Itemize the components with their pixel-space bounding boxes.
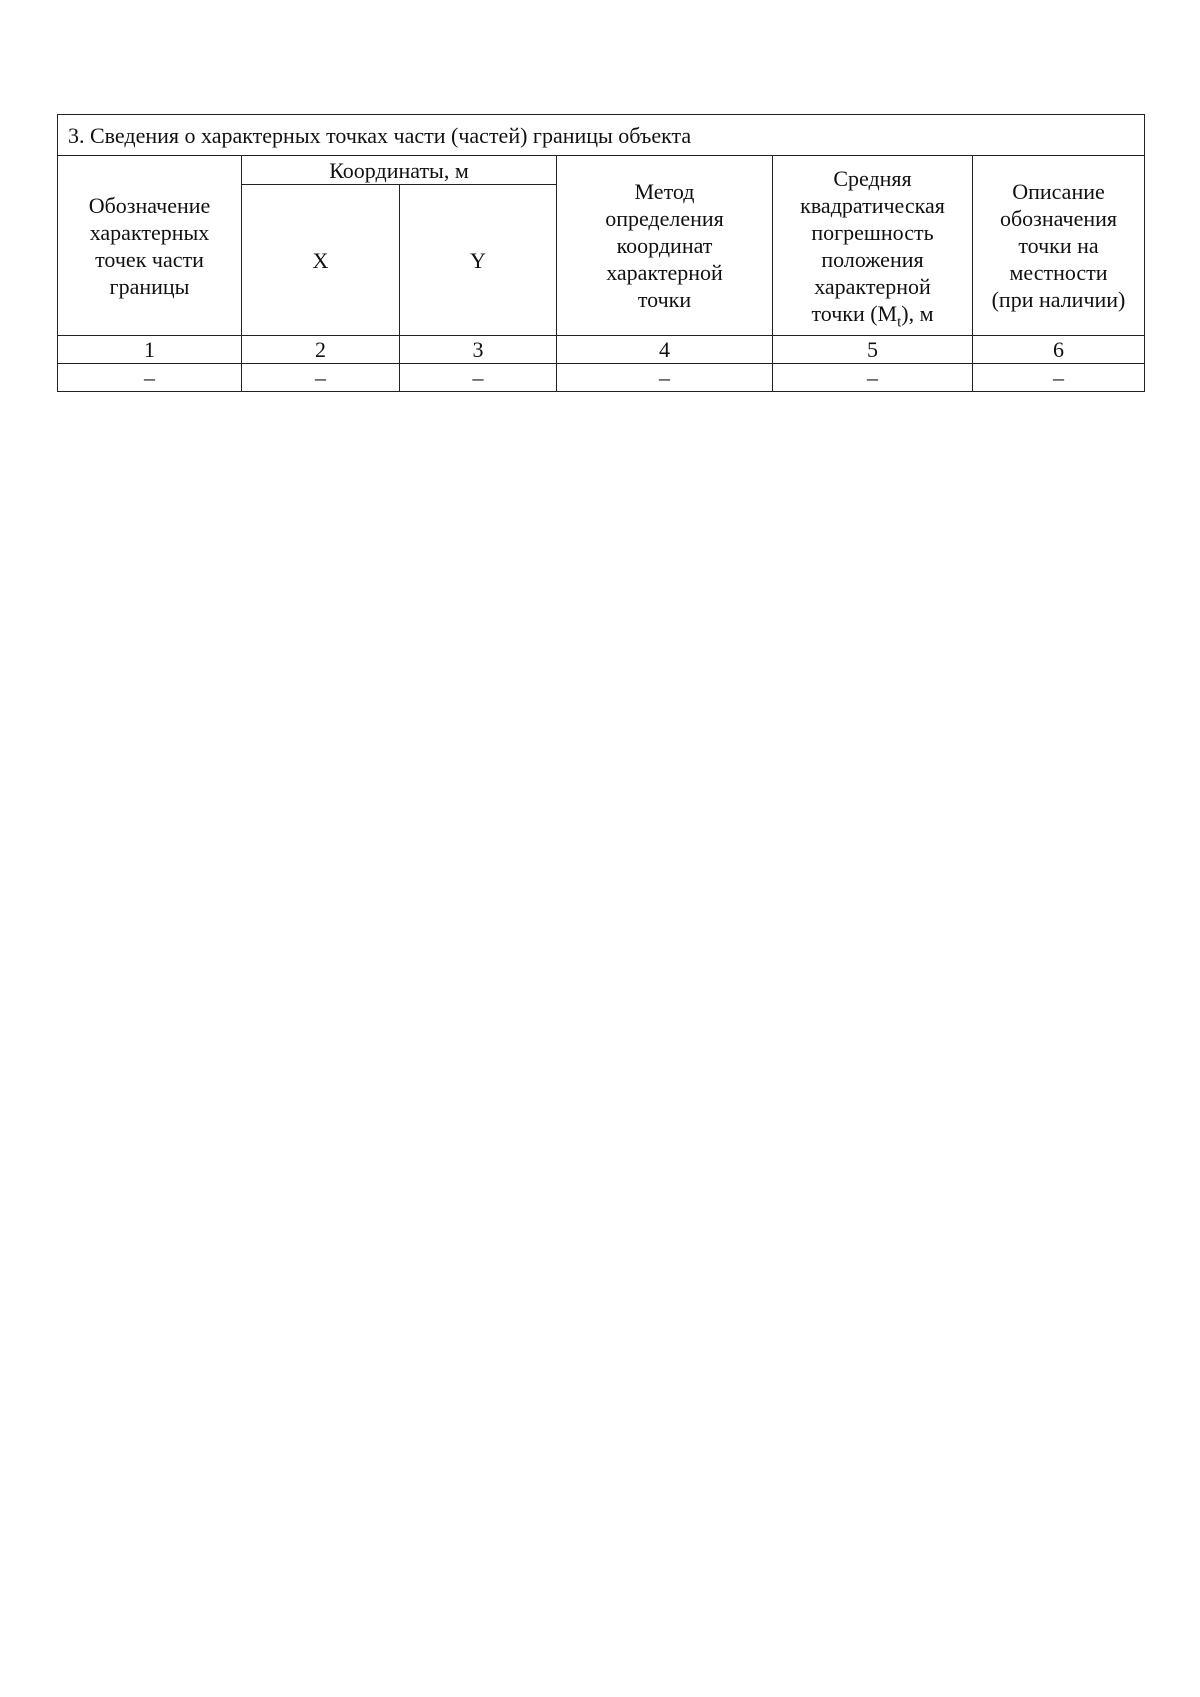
column-number: 1 [58, 336, 242, 364]
column-number: 4 [557, 336, 773, 364]
header-designation: Обозначение характерных точек части границы [58, 156, 242, 336]
header-error-tail: ), м [901, 300, 934, 326]
column-number: 3 [400, 336, 557, 364]
header-error-main: Средняя квадратическая погрешность положения характерной точки (M [800, 165, 945, 326]
column-number: 5 [773, 336, 973, 364]
table-row [58, 364, 1145, 392]
header-coordinates: Координаты, м [242, 156, 557, 185]
table-cell: – [557, 364, 773, 392]
table-cell: – [773, 364, 973, 392]
column-number-row [58, 336, 1145, 364]
boundary-points-table [57, 114, 1145, 392]
table-cell: – [973, 364, 1145, 392]
header-x: X [242, 185, 400, 336]
table-cell: – [58, 364, 242, 392]
header-method: Метод определения координат характерной точки [557, 156, 773, 336]
header-description: Описание обозначения точки на местности (при наличии) [973, 156, 1145, 336]
column-number: 6 [973, 336, 1145, 364]
column-number: 2 [242, 336, 400, 364]
table-cell: – [400, 364, 557, 392]
header-y: Y [400, 185, 557, 336]
header-error-subscript: t [897, 313, 902, 330]
header-error [773, 156, 973, 336]
table-cell: – [242, 364, 400, 392]
section-title: 3. Сведения о характерных точках части (частей) границы объекта [58, 115, 1145, 156]
